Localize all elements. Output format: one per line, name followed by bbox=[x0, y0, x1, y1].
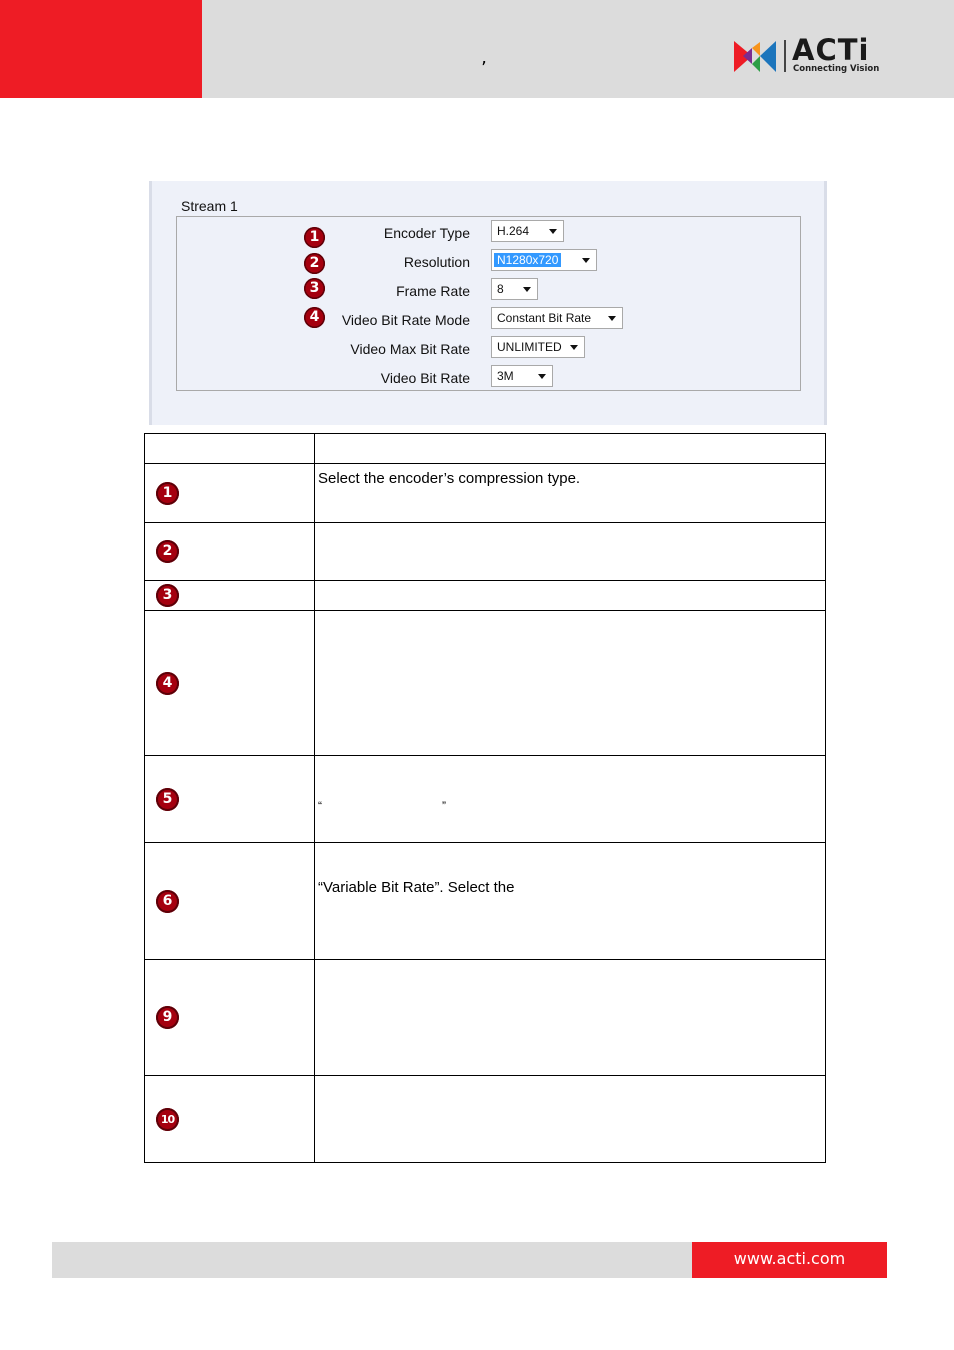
video-max-bit-rate-select[interactable] bbox=[491, 336, 585, 358]
chevron-down-icon bbox=[549, 229, 557, 234]
video-max-bit-rate-value: UNLIMITED bbox=[497, 340, 562, 354]
header-mark: ’ bbox=[481, 58, 487, 79]
resolution-value: N1280x720 bbox=[494, 253, 561, 267]
video-bit-rate-mode-value: Constant Bit Rate bbox=[497, 311, 592, 325]
table-row bbox=[145, 960, 826, 1076]
marker-2-icon: 2 bbox=[304, 253, 325, 274]
table-cell bbox=[145, 960, 315, 1076]
marker-4-icon: 4 bbox=[304, 307, 325, 328]
table-row-description bbox=[315, 756, 826, 843]
table-cell bbox=[145, 843, 315, 960]
marker-6-icon: 6 bbox=[156, 890, 179, 913]
chevron-down-icon bbox=[570, 345, 578, 350]
stream-fieldset bbox=[176, 216, 801, 391]
marker-5-icon: 5 bbox=[156, 788, 179, 811]
quote-open: “ bbox=[318, 799, 322, 813]
table-row-description bbox=[315, 1076, 826, 1163]
table-cell bbox=[145, 611, 315, 756]
chevron-down-icon bbox=[538, 374, 546, 379]
header-red-block bbox=[0, 0, 202, 98]
table-row bbox=[145, 581, 826, 611]
video-bit-rate-value: 3M bbox=[497, 369, 514, 383]
video-bit-rate-mode-label: Video Bit Rate Mode bbox=[341, 312, 470, 328]
stream-title: Stream 1 bbox=[181, 198, 238, 214]
table-header-row bbox=[145, 434, 826, 464]
table-row-description: “Variable Bit Rate”. Select the bbox=[315, 843, 826, 960]
table-row-description bbox=[315, 581, 826, 611]
quote-marks bbox=[318, 799, 822, 815]
marker-4-icon: 4 bbox=[156, 672, 179, 695]
table-cell bbox=[145, 523, 315, 581]
frame-rate-value: 8 bbox=[497, 282, 504, 296]
settings-description-table bbox=[144, 433, 826, 1163]
table-row bbox=[145, 464, 826, 523]
logo-separator bbox=[784, 40, 786, 72]
table-row-description bbox=[315, 611, 826, 756]
video-bit-rate-mode-select[interactable] bbox=[491, 307, 623, 329]
video-bit-rate-label: Video Bit Rate bbox=[380, 370, 470, 386]
table-row bbox=[145, 611, 826, 756]
frame-rate-select[interactable] bbox=[491, 278, 538, 300]
table-row-description bbox=[315, 523, 826, 581]
table-cell bbox=[145, 581, 315, 611]
video-max-bit-rate-label: Video Max Bit Rate bbox=[350, 341, 470, 357]
table-row bbox=[145, 843, 826, 960]
marker-3-icon: 3 bbox=[304, 278, 325, 299]
resolution-select[interactable] bbox=[491, 249, 597, 271]
table-cell bbox=[315, 434, 826, 464]
table-cell bbox=[145, 756, 315, 843]
marker-10-icon: 10 bbox=[156, 1108, 179, 1131]
logo-tagline: Connecting Vision bbox=[793, 64, 880, 74]
encoder-type-label: Encoder Type bbox=[383, 225, 470, 241]
encoder-type-select[interactable] bbox=[491, 220, 564, 242]
encoder-type-value: H.264 bbox=[497, 224, 530, 238]
marker-3-icon: 3 bbox=[156, 584, 179, 607]
table-row bbox=[145, 756, 826, 843]
table-row-description bbox=[315, 960, 826, 1076]
table-cell bbox=[145, 1076, 315, 1163]
chevron-down-icon bbox=[523, 287, 531, 292]
table-row bbox=[145, 1076, 826, 1163]
frame-rate-label: Frame Rate bbox=[396, 283, 470, 299]
logo-wordmark: ACTi bbox=[792, 33, 870, 67]
footer-gray-band bbox=[52, 1242, 692, 1278]
table-cell bbox=[145, 464, 315, 523]
marker-2-icon: 2 bbox=[156, 540, 179, 563]
marker-1-icon: 1 bbox=[156, 482, 179, 505]
quote-close: ” bbox=[442, 799, 446, 813]
video-bit-rate-select[interactable] bbox=[491, 365, 553, 387]
table-cell bbox=[145, 434, 315, 464]
chevron-down-icon bbox=[608, 316, 616, 321]
table-row bbox=[145, 523, 826, 581]
footer-url[interactable]: www.acti.com bbox=[692, 1242, 887, 1278]
table-row-description: Select the encoder’s compression type. bbox=[315, 464, 826, 523]
resolution-label: Resolution bbox=[403, 254, 470, 270]
marker-9-icon: 9 bbox=[156, 1006, 179, 1029]
chevron-down-icon bbox=[582, 258, 590, 263]
marker-1-icon: 1 bbox=[304, 227, 325, 248]
